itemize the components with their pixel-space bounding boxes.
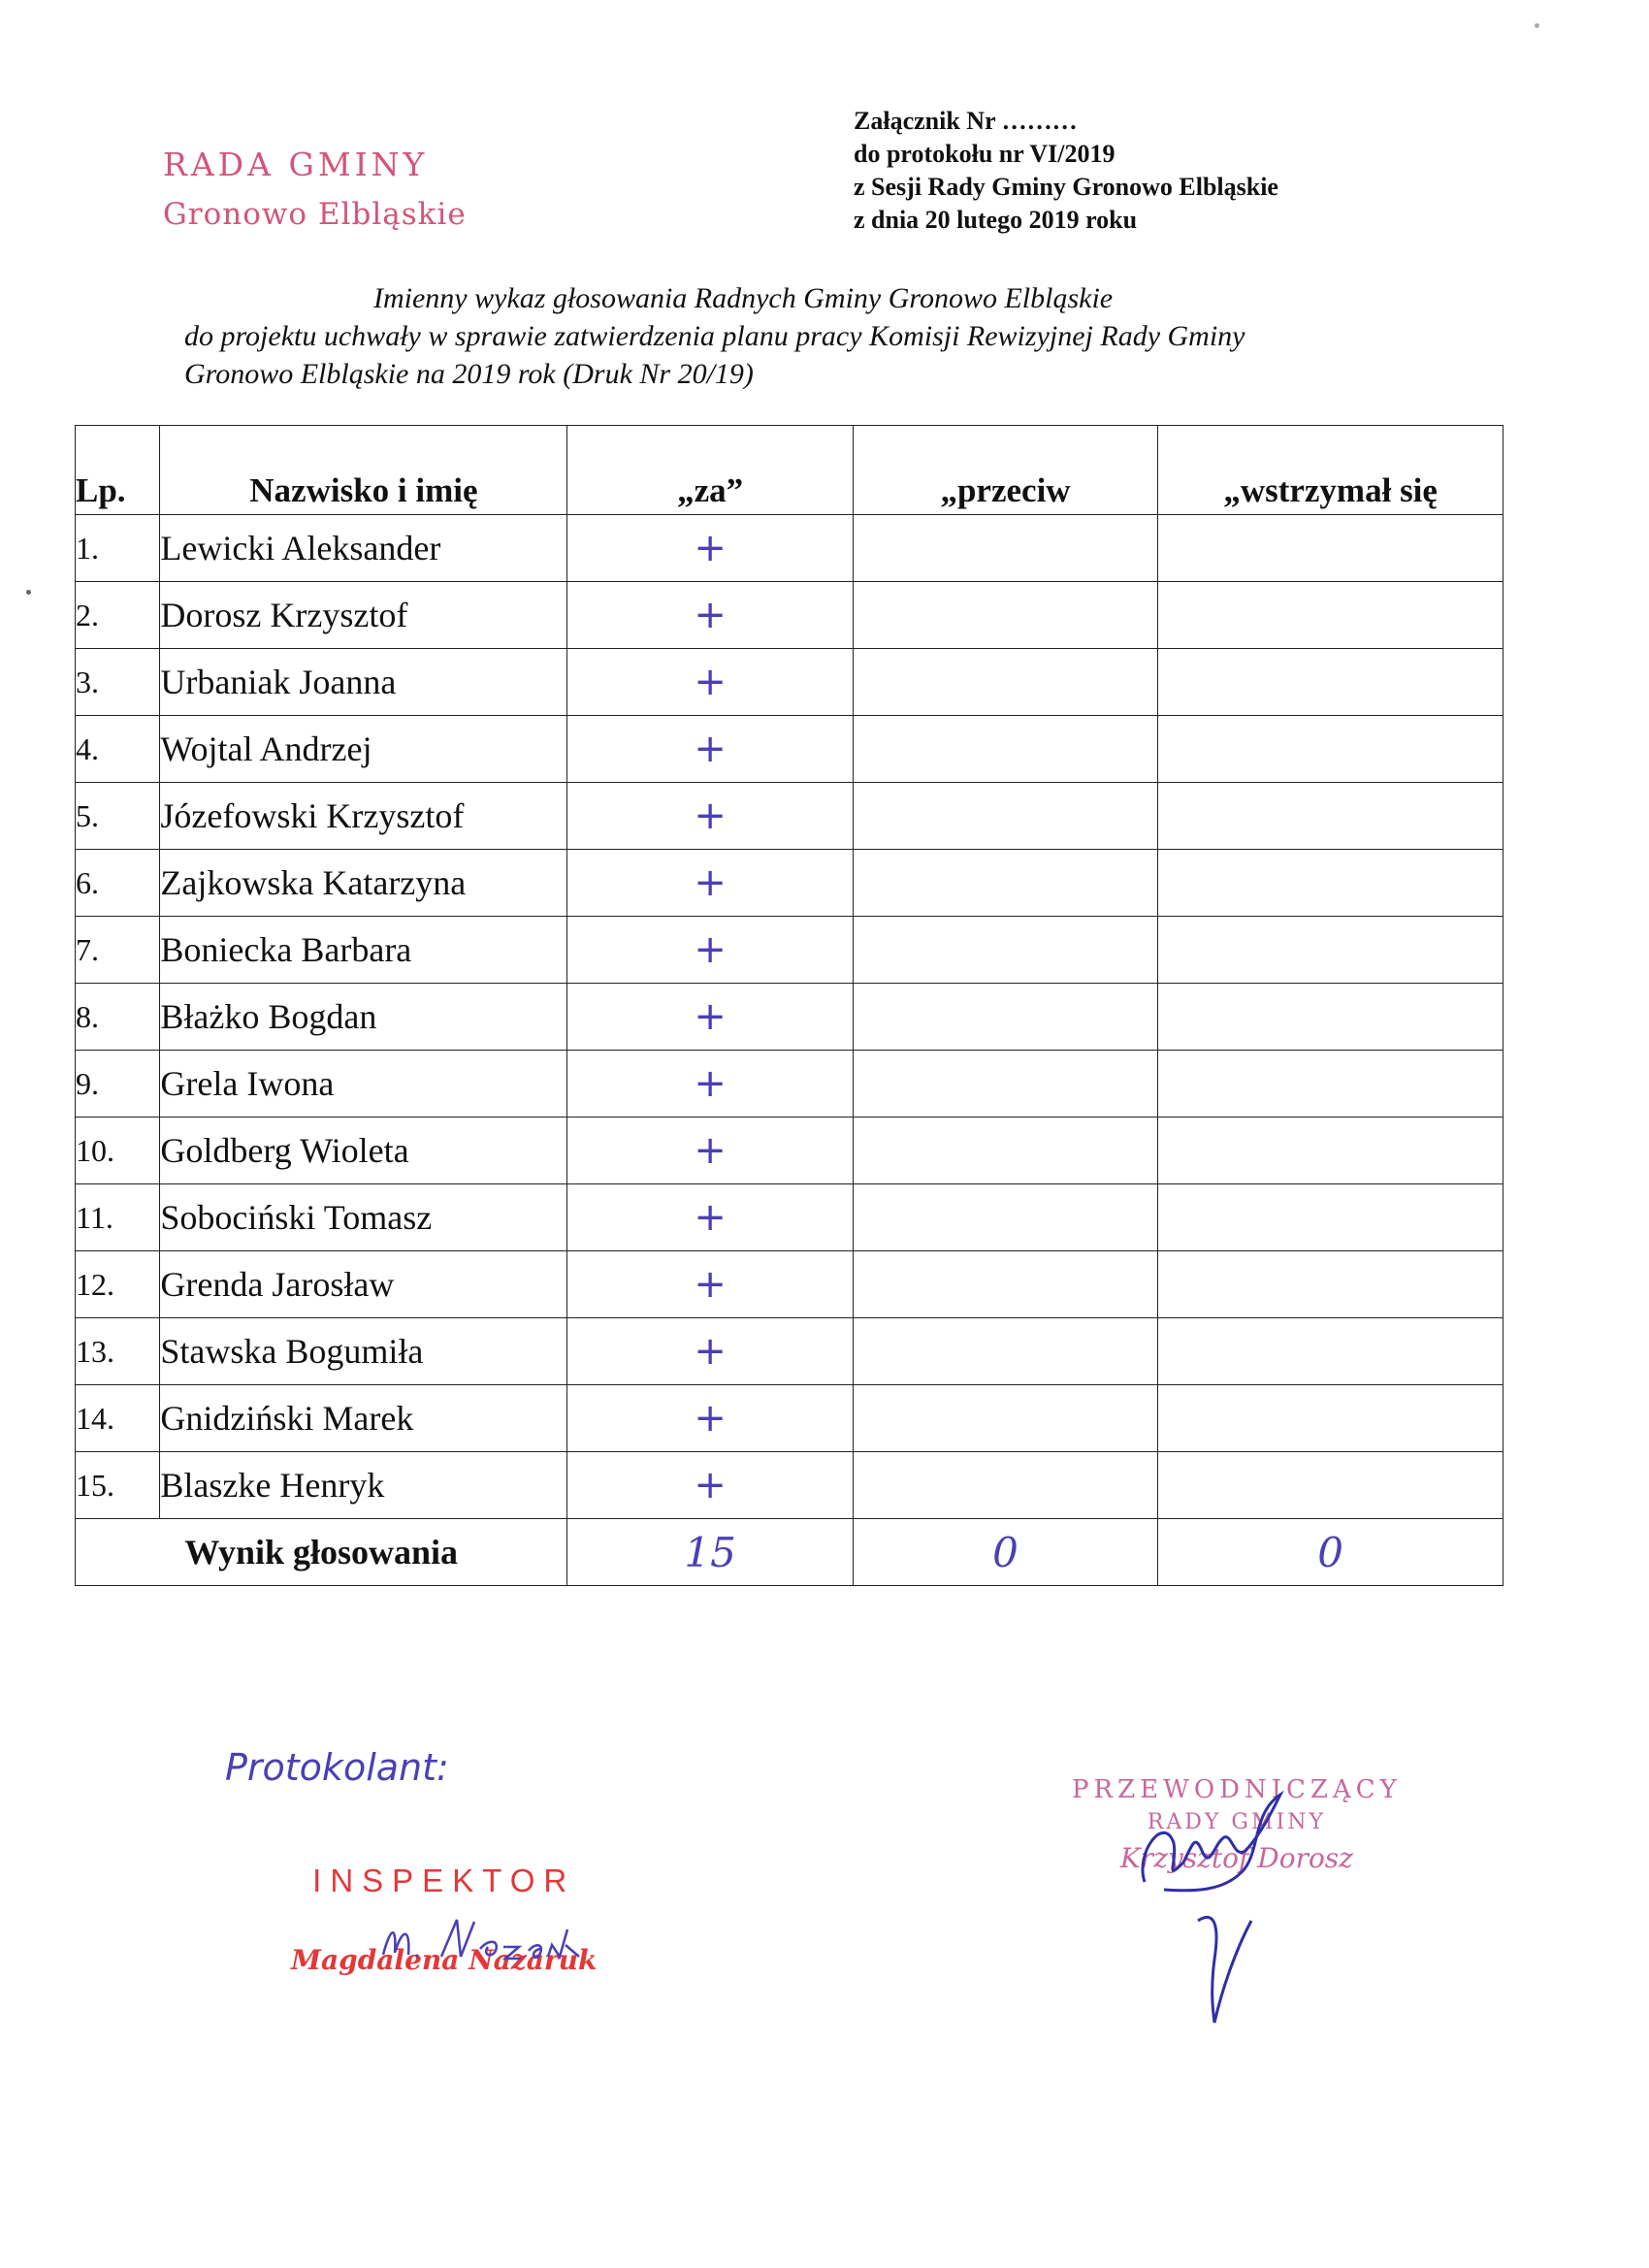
row-lp: 14. <box>76 1385 160 1452</box>
header-lp: Lp. <box>76 426 160 515</box>
vote-przeciw <box>853 1385 1157 1452</box>
recorder-signature-underline <box>225 1795 535 1814</box>
table-header-row <box>76 426 1504 515</box>
vote-przeciw <box>853 984 1157 1051</box>
vote-przeciw <box>853 1251 1157 1318</box>
vote-za: + <box>567 716 853 783</box>
row-name: Józefowski Krzysztof <box>160 783 567 850</box>
row-name: Boniecka Barbara <box>160 917 567 984</box>
recorder-label: Protokolant: <box>225 1746 449 1789</box>
row-lp: 10. <box>76 1118 160 1184</box>
header-name: Nazwisko i imię <box>160 426 567 515</box>
annex-protocol: do protokołu nr VI/2019 <box>854 140 1116 168</box>
vote-przeciw <box>853 649 1157 716</box>
row-lp: 13. <box>76 1318 160 1385</box>
vote-wstrzymal <box>1158 1318 1504 1385</box>
vote-za: + <box>567 1385 853 1452</box>
row-lp: 4. <box>76 716 160 783</box>
vote-przeciw <box>853 1051 1157 1118</box>
row-name: Lewicki Aleksander <box>160 515 567 582</box>
table-row <box>76 917 1504 984</box>
row-name: Dorosz Krzysztof <box>160 582 567 649</box>
vote-za: + <box>567 1184 853 1251</box>
vote-za: + <box>567 783 853 850</box>
vote-wstrzymal <box>1158 649 1504 716</box>
vote-przeciw <box>853 716 1157 783</box>
table-row <box>76 1318 1504 1385</box>
annex-header <box>854 105 1278 237</box>
vote-za: + <box>567 1251 853 1318</box>
vote-przeciw <box>853 1184 1157 1251</box>
row-lp: 11. <box>76 1184 160 1251</box>
row-lp: 6. <box>76 850 160 917</box>
table-row <box>76 716 1504 783</box>
title-line3: Gronowo Elbląskie na 2019 rok (Druk Nr 20/19) <box>184 358 754 390</box>
row-lp: 15. <box>76 1452 160 1519</box>
row-lp: 9. <box>76 1051 160 1118</box>
row-name: Urbaniak Joanna <box>160 649 567 716</box>
row-name: Grenda Jarosław <box>160 1251 567 1318</box>
vote-wstrzymal <box>1158 917 1504 984</box>
table-row <box>76 1251 1504 1318</box>
row-name: Grela Iwona <box>160 1051 567 1118</box>
council-stamp-line2: Gronowo Elbląskie <box>163 197 467 232</box>
inspector-role: INSPEKTOR <box>312 1863 576 1898</box>
row-name: Wojtal Andrzej <box>160 716 567 783</box>
result-wstrzymal: 0 <box>1158 1519 1504 1586</box>
vote-wstrzymal <box>1158 1184 1504 1251</box>
result-przeciw: 0 <box>853 1519 1157 1586</box>
vote-za: + <box>567 1318 853 1385</box>
row-name: Blaszke Henryk <box>160 1452 567 1519</box>
vote-wstrzymal <box>1158 515 1504 582</box>
vote-za: + <box>567 1051 853 1118</box>
vote-za: + <box>567 1118 853 1184</box>
inspector-name: Magdalena Nazaruk <box>291 1944 598 1976</box>
row-lp: 2. <box>76 582 160 649</box>
vote-przeciw <box>853 783 1157 850</box>
table-row <box>76 1452 1504 1519</box>
row-lp: 1. <box>76 515 160 582</box>
annex-number: Załącznik Nr ……… <box>854 107 1078 135</box>
chair-name: Krzysztof Dorosz <box>1119 1842 1353 1874</box>
row-lp: 12. <box>76 1251 160 1318</box>
header-wstrzymal: „wstrzymał się <box>1158 426 1504 515</box>
vote-przeciw <box>853 1452 1157 1519</box>
council-stamp <box>163 146 467 232</box>
vote-przeciw <box>853 917 1157 984</box>
vote-wstrzymal <box>1158 1385 1504 1452</box>
table-row <box>76 582 1504 649</box>
table-row <box>76 1184 1504 1251</box>
table-row <box>76 783 1504 850</box>
scan-speck <box>26 590 31 595</box>
row-name: Sobociński Tomasz <box>160 1184 567 1251</box>
vote-przeciw <box>853 582 1157 649</box>
row-name: Goldberg Wioleta <box>160 1118 567 1184</box>
annex-session: z Sesji Rady Gminy Gronowo Elbląskie <box>854 173 1278 201</box>
chair-signature <box>1106 1775 1319 2027</box>
table-row <box>76 649 1504 716</box>
vote-wstrzymal <box>1158 984 1504 1051</box>
document-title <box>184 279 1474 393</box>
vote-wstrzymal <box>1158 1051 1504 1118</box>
vote-wstrzymal <box>1158 1118 1504 1184</box>
result-za: 15 <box>567 1519 853 1586</box>
row-name: Błażko Bogdan <box>160 984 567 1051</box>
vote-przeciw <box>853 1118 1157 1184</box>
header-za: „za” <box>567 426 853 515</box>
row-lp: 8. <box>76 984 160 1051</box>
row-name: Stawska Bogumiła <box>160 1318 567 1385</box>
header-przeciw: „przeciw <box>853 426 1157 515</box>
vote-wstrzymal <box>1158 716 1504 783</box>
vote-przeciw <box>853 1318 1157 1385</box>
table-row <box>76 984 1504 1051</box>
vote-za: + <box>567 582 853 649</box>
vote-za: + <box>567 515 853 582</box>
row-lp: 7. <box>76 917 160 984</box>
row-lp: 3. <box>76 649 160 716</box>
vote-wstrzymal <box>1158 582 1504 649</box>
vote-za: + <box>567 917 853 984</box>
table-row <box>76 1385 1504 1452</box>
table-row <box>76 515 1504 582</box>
council-stamp-line1: RADA GMINY <box>163 146 429 183</box>
vote-przeciw <box>853 850 1157 917</box>
row-name: Zajkowska Katarzyna <box>160 850 567 917</box>
result-label: Wynik głosowania <box>76 1519 567 1586</box>
vote-przeciw <box>853 515 1157 582</box>
table-row <box>76 1051 1504 1118</box>
title-line2: do projektu uchwały w sprawie zatwierdzenia planu pracy Komisji Rewizyjnej Rady Gminy <box>184 320 1245 352</box>
vote-za: + <box>567 850 853 917</box>
table-row <box>76 1118 1504 1184</box>
vote-wstrzymal <box>1158 1452 1504 1519</box>
table-row <box>76 850 1504 917</box>
result-row <box>76 1519 1504 1586</box>
inspector-signature <box>373 1906 597 1974</box>
vote-wstrzymal <box>1158 1251 1504 1318</box>
vote-za: + <box>567 984 853 1051</box>
annex-date: z dnia 20 lutego 2019 roku <box>854 206 1138 234</box>
row-lp: 5. <box>76 783 160 850</box>
vote-wstrzymal <box>1158 783 1504 850</box>
row-name: Gnidziński Marek <box>160 1385 567 1452</box>
vote-za: + <box>567 649 853 716</box>
voting-table <box>75 425 1504 1586</box>
chair-role: PRZEWODNICZĄCY <box>1072 1775 1402 1804</box>
scan-speck <box>1535 23 1539 28</box>
chair-sub: RADY GMINY <box>1147 1810 1326 1834</box>
title-line1: Imienny wykaz głosowania Radnych Gminy Gronowo Elbląskie <box>373 282 1114 314</box>
vote-wstrzymal <box>1158 850 1504 917</box>
vote-za: + <box>567 1452 853 1519</box>
